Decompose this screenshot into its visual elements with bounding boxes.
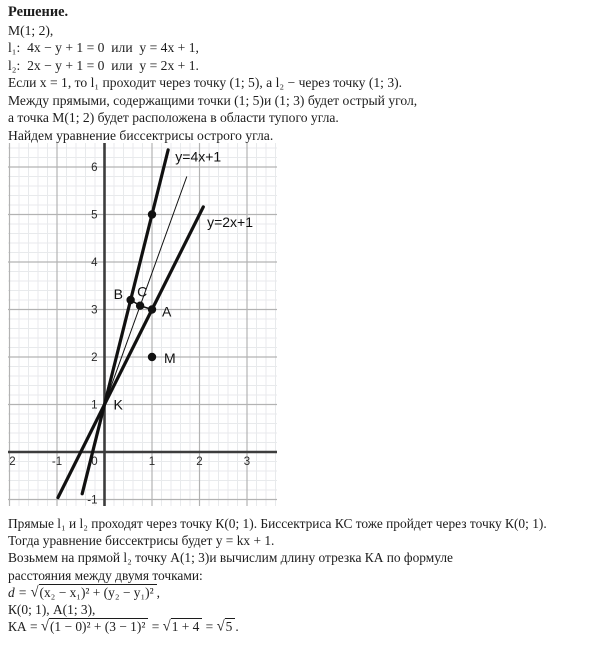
solution-text-top bbox=[8, 4, 417, 144]
svg-text:y=2x+1: y=2x+1 bbox=[207, 213, 254, 230]
svg-text:2: 2 bbox=[196, 456, 203, 468]
svg-text:A: A bbox=[162, 303, 172, 320]
bisector-sentence-1: Прямые l₁ и l₂ проходят через точку К(0; 1). Биссектриса КС тоже пройдет через точку К(0; 1). bbox=[8, 516, 547, 531]
svg-text:4: 4 bbox=[91, 257, 98, 269]
formula-segment: d = bbox=[8, 584, 31, 600]
svg-text:1: 1 bbox=[91, 399, 98, 412]
radical-sign: √ bbox=[30, 584, 39, 601]
svg-text:6: 6 bbox=[91, 162, 98, 174]
line-l1-equation: l₁: 4x − y + 1 = 0 или y = 4x + 1, bbox=[8, 40, 199, 55]
svg-text:2: 2 bbox=[9, 456, 16, 468]
solution-sentence-4: Найдем уравнение биссектрисы острого угла. bbox=[8, 127, 274, 143]
formula-segment: (x₂ − x₁)² + (y₂ − y₁)² bbox=[39, 584, 157, 600]
svg-text:2: 2 bbox=[91, 352, 98, 364]
svg-text:3: 3 bbox=[243, 456, 251, 468]
formula-segment: = bbox=[202, 619, 217, 635]
svg-text:-1: -1 bbox=[51, 456, 63, 468]
radical-sign: √ bbox=[40, 618, 49, 635]
bisector-sentence-2: Тогда уравнение биссектрисы будет y = kx + 1. bbox=[8, 533, 275, 549]
coordinate-plane-figure bbox=[0, 143, 292, 507]
svg-text:K: K bbox=[113, 396, 123, 413]
svg-text:3: 3 bbox=[91, 304, 98, 317]
formula-segment: . bbox=[235, 619, 239, 635]
formula-segment: 1 + 4 bbox=[171, 618, 203, 634]
svg-text:5: 5 bbox=[91, 209, 98, 222]
line-l2-equation: l₂: 2x − y + 1 = 0 или y = 2x + 1. bbox=[8, 57, 199, 73]
bisector-sentence-4: расстояния между двумя точками: bbox=[8, 567, 203, 583]
formula-segment: КА = bbox=[8, 619, 41, 635]
svg-text:1: 1 bbox=[148, 456, 156, 468]
formula-segment: 5 bbox=[225, 618, 236, 634]
distance-formula bbox=[8, 584, 547, 601]
formula-segment: , bbox=[156, 584, 160, 600]
graph-svg bbox=[0, 143, 292, 507]
formula-segment: (1 − 0)² + (3 − 1)² bbox=[49, 618, 148, 634]
svg-text:0: 0 bbox=[91, 456, 98, 468]
solution-sentence-2: Между прямыми, содержащими точки (1; 5)и (1; 3) будет острый угол, bbox=[8, 92, 418, 108]
solution-sentence-1: Если x = 1, то l₁ проходит через точку (1; 5), а l₂ − через точку (1; 3). bbox=[8, 75, 403, 90]
bisector-sentence-3: Возьмем на прямой l₂ точку А(1; 3)и вычислим длину отрезка КА по формуле bbox=[8, 550, 453, 566]
svg-text:B: B bbox=[113, 286, 123, 302]
solution-heading: Решение. bbox=[8, 4, 69, 20]
ka-length-formula bbox=[8, 618, 547, 635]
svg-text:y=4x+1: y=4x+1 bbox=[175, 148, 222, 165]
solution-text-bottom bbox=[8, 515, 547, 635]
radical-sign: √ bbox=[216, 618, 225, 635]
radical-sign: √ bbox=[162, 618, 171, 635]
svg-text:-1: -1 bbox=[87, 494, 98, 507]
svg-text:C: C bbox=[137, 283, 148, 300]
given-point-line: М(1; 2), bbox=[8, 22, 54, 38]
svg-text:M: M bbox=[164, 350, 176, 366]
points-ka-line: К(0; 1), А(1; 3), bbox=[8, 602, 96, 618]
solution-sentence-3: а точка М(1; 2) будет расположена в области тупого угла. bbox=[8, 110, 339, 125]
formula-segment: = bbox=[148, 619, 163, 635]
